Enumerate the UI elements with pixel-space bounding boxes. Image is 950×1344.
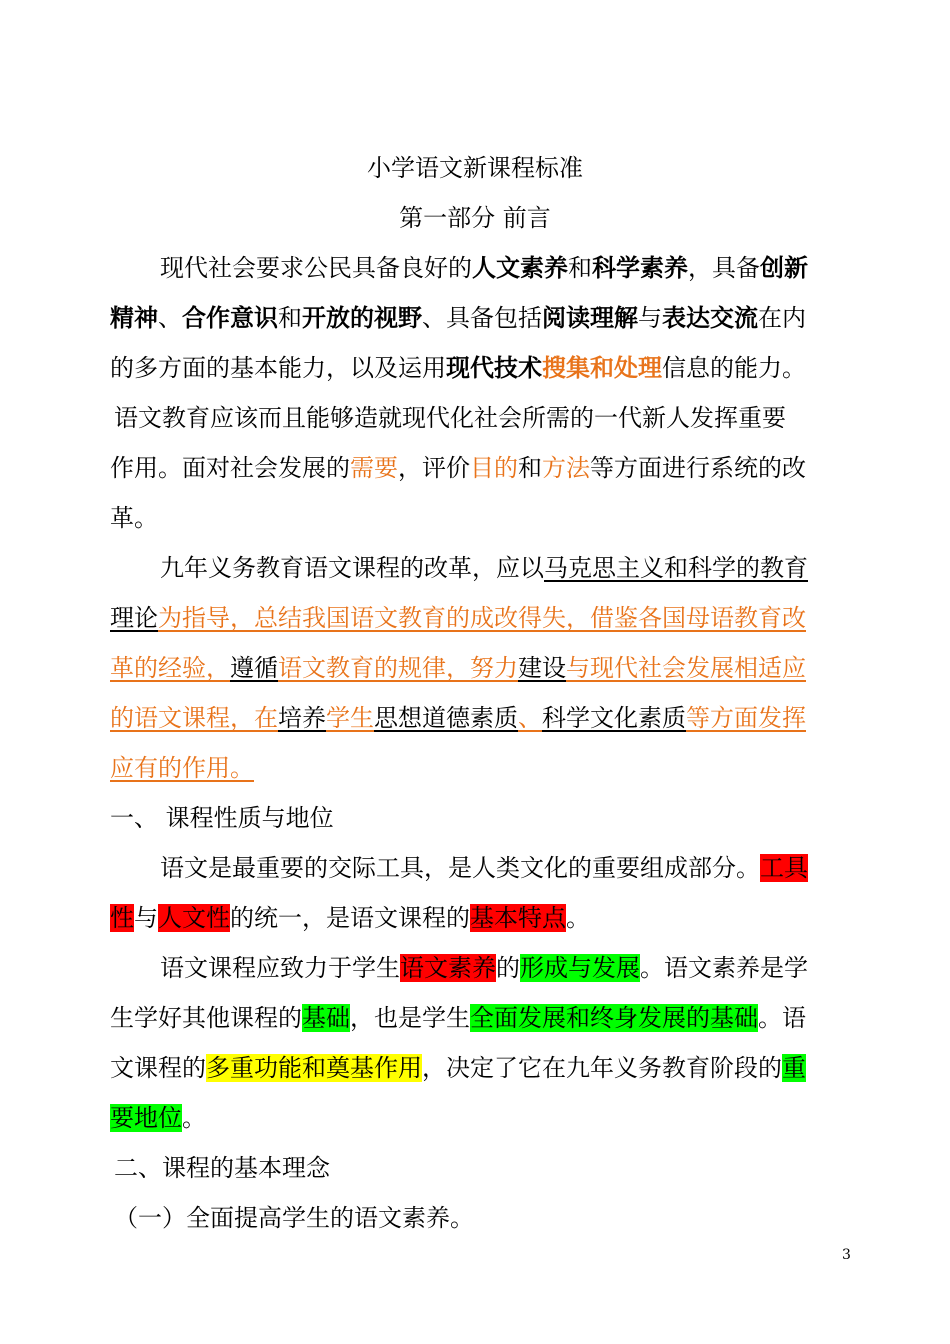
- bold-term: 阅读理解: [542, 303, 638, 332]
- green-highlight: 基础: [302, 1004, 350, 1032]
- orange-term: 需要: [350, 454, 398, 482]
- orange-term: 目的: [470, 454, 518, 482]
- orange-underlined-text: 学生: [326, 704, 374, 732]
- document-title: 小学语文新课程标准: [367, 154, 583, 182]
- bold-term: 科学素养: [592, 253, 688, 282]
- page-number: 3: [842, 1247, 851, 1263]
- orange-term: 搜集和处理: [542, 353, 662, 382]
- orange-term: 方法: [542, 454, 590, 482]
- red-highlight: 基本特点: [470, 904, 566, 932]
- bold-term: 人文素养: [472, 253, 568, 282]
- bold-term: 创新: [760, 253, 808, 282]
- paragraph-line: 革。: [110, 504, 158, 532]
- orange-underlined-text: 与现代社会发展相适应: [566, 654, 806, 682]
- underlined-term: 思想道德素质: [374, 704, 518, 732]
- bold-term: 现代技术: [446, 353, 542, 382]
- orange-underlined-text: 、: [518, 704, 542, 732]
- section-subtitle: 第一部分 前言: [399, 204, 551, 232]
- bold-term: 开放的视野: [302, 303, 422, 332]
- red-highlight: 语文素养: [400, 954, 496, 982]
- underlined-term: 马克思主义和科学的教育: [544, 554, 808, 582]
- section-heading: 一、 课程性质与地位: [110, 804, 334, 832]
- paragraph-line: 精神、合作意识和开放的视野、具备包括阅读理解与表达交流在内: [110, 303, 806, 332]
- orange-underlined-text: 为指导，总结我国语文教育的成改得失，借鉴各国母语教育改: [158, 604, 806, 632]
- paragraph-line: 生学好其他课程的基础，也是学生全面发展和终身发展的基础。语: [110, 1004, 806, 1032]
- paragraph-line: 语文教育应该而且能够造就现代化社会所需的一代新人发挥重要: [114, 404, 786, 432]
- green-highlight: 要地位: [110, 1104, 182, 1132]
- bold-term: 表达交流: [662, 303, 758, 332]
- green-highlight: 形成与发展: [520, 954, 640, 982]
- paragraph-line: [110, 601, 806, 635]
- paragraph-line: 语文课程应致力于学生语文素养的形成与发展。语文素养是学: [160, 954, 808, 982]
- underlined-term: 遵循: [230, 654, 278, 682]
- paragraph-line: 语文是最重要的交际工具，是人类文化的重要组成部分。工具: [160, 854, 808, 882]
- orange-underlined-text: 应有的作用。: [110, 754, 254, 782]
- underlined-term: 培养: [278, 704, 326, 732]
- yellow-highlight: 多重功能和奠基作用: [206, 1054, 422, 1082]
- paragraph-line: [110, 701, 806, 735]
- red-highlight: 性: [110, 904, 134, 932]
- orange-underlined-text: 语文教育的规律，努力: [278, 654, 518, 682]
- paragraph-line: 作用。面对社会发展的需要，评价目的和方法等方面进行系统的改: [110, 454, 806, 482]
- bold-term: 精神: [110, 303, 158, 332]
- paragraph-line: [110, 651, 806, 685]
- underlined-term: 科学文化素质: [542, 704, 686, 732]
- paragraph-line: 要地位。: [110, 1104, 206, 1132]
- underlined-term: 建设: [518, 654, 566, 682]
- red-highlight: 人文性: [158, 904, 230, 932]
- bold-term: 合作意识: [182, 303, 278, 332]
- paragraph-line: 现代社会要求公民具备良好的人文素养和科学素养，具备创新: [160, 253, 808, 282]
- paragraph-line: 九年义务教育语文课程的改革，应以马克思主义和科学的教育: [160, 554, 808, 582]
- orange-underlined-text: 等方面发挥: [686, 704, 806, 732]
- green-highlight: 重: [782, 1054, 806, 1082]
- subsection-heading: （一）全面提高学生的语文素养。: [114, 1204, 474, 1232]
- green-highlight: 全面发展和终身发展的基础: [470, 1004, 758, 1032]
- section-heading: 二、课程的基本理念: [114, 1154, 330, 1182]
- paragraph-line: [110, 751, 268, 785]
- underlined-term: 理论: [110, 604, 158, 632]
- paragraph-line: 的多方面的基本能力，以及运用现代技术搜集和处理信息的能力。: [110, 353, 806, 382]
- red-highlight: 工具: [760, 854, 808, 882]
- paragraph-line: 性与人文性的统一，是语文课程的基本特点。: [110, 904, 590, 932]
- orange-underlined-text: 革的经验，: [110, 654, 230, 682]
- orange-underlined-text: 的语文课程，在: [110, 704, 278, 732]
- paragraph-line: 文课程的多重功能和奠基作用，决定了它在九年义务教育阶段的重: [110, 1054, 806, 1082]
